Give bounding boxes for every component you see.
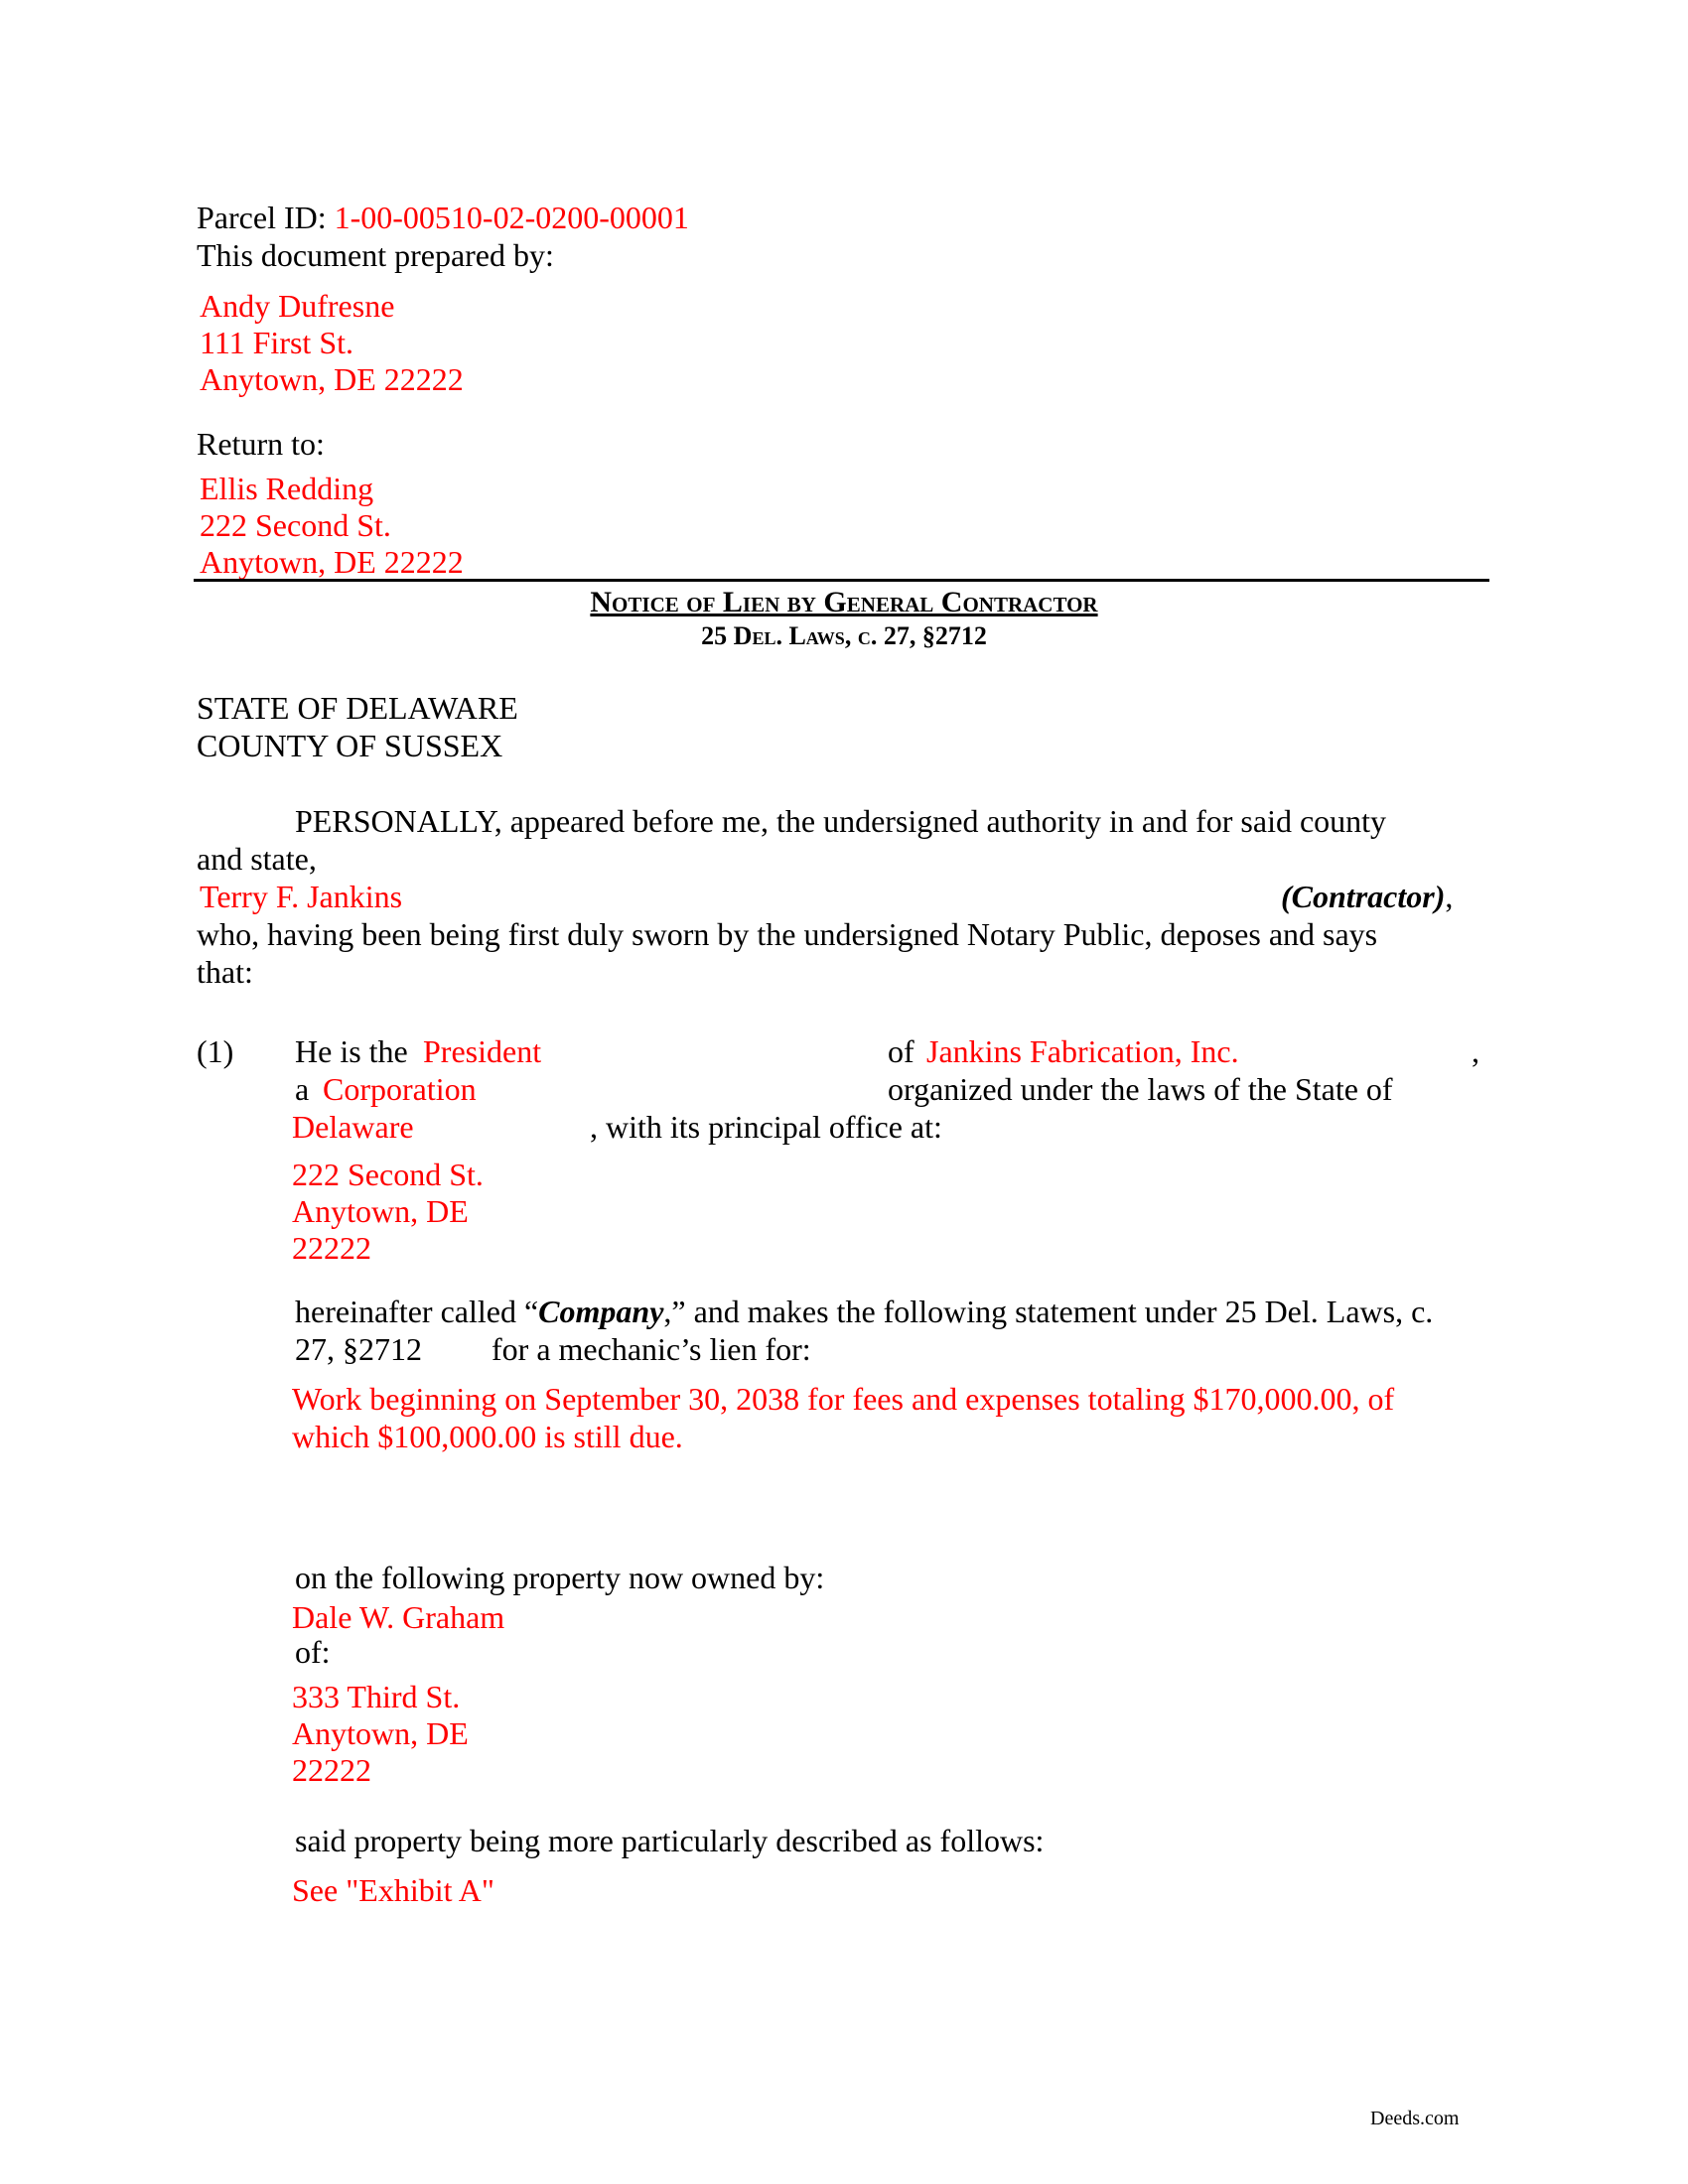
work-description-line-1: Work beginning on September 30, 2038 for fees and expenses totaling $170,000.00, of: [292, 1381, 1395, 1417]
described-text: said property being more particularly described as follows:: [295, 1823, 1045, 1858]
owner-city-state: Anytown, DE: [292, 1715, 469, 1751]
parcel-id-line: [197, 199, 689, 236]
preparer-city-state-zip: Anytown, DE 22222: [200, 361, 464, 397]
a-text: a: [295, 1071, 310, 1107]
owner-street: 333 Third St.: [292, 1679, 461, 1714]
he-is-the-text: He is the: [295, 1033, 408, 1069]
work-description-line-2: which $100,000.00 is still due.: [292, 1419, 683, 1454]
contractor-role: (Contractor),: [1281, 879, 1454, 914]
statute-part: 27, §2712: [295, 1331, 422, 1367]
of-text: of: [888, 1033, 914, 1069]
return-to-city-state-zip: Anytown, DE 22222: [200, 544, 464, 580]
intro-line-1: PERSONALLY, appeared before me, the undersigned authority in and for said county: [295, 803, 1387, 839]
return-to-name: Ellis Redding: [200, 471, 374, 506]
comma-separator: ,: [1472, 1033, 1479, 1069]
state-of-organization: Delaware: [292, 1109, 414, 1145]
intro-line-4: that:: [197, 954, 253, 990]
legal-description: See "Exhibit A": [292, 1872, 494, 1908]
company-street: 222 Second St.: [292, 1157, 484, 1192]
return-to-street: 222 Second St.: [200, 507, 391, 543]
hereinafter-line: [295, 1293, 1433, 1330]
company-city-state: Anytown, DE: [292, 1193, 469, 1229]
document-title: Notice of Lien by General Contractor: [590, 586, 1098, 618]
statute-citation: 25 Del. Laws, c. 27, §2712: [701, 621, 987, 650]
return-to-label: Return to:: [197, 426, 325, 462]
company-name: Jankins Fabrication, Inc.: [926, 1033, 1239, 1069]
entity-type: Corporation: [323, 1071, 477, 1107]
owner-name: Dale W. Graham: [292, 1599, 505, 1635]
contractor-role-label: (Contractor): [1281, 879, 1446, 914]
lien-for-text: for a mechanic’s lien for:: [492, 1331, 811, 1367]
owner-zip: 22222: [292, 1752, 371, 1788]
parcel-id-value: 1-00-00510-02-0200-00001: [334, 200, 689, 235]
parcel-id-label: Parcel ID:: [197, 200, 327, 235]
preparer-name: Andy Dufresne: [200, 288, 395, 324]
contractor-name: Terry F. Jankins: [200, 879, 403, 914]
intro-line-2: and state,: [197, 841, 317, 877]
company-zip: 22222: [292, 1230, 371, 1266]
county-of-line: COUNTY OF SUSSEX: [197, 728, 503, 763]
owned-by-text: on the following property now owned by:: [295, 1560, 825, 1595]
of-label: of:: [295, 1634, 331, 1670]
intro-line-3: who, having been being first duly sworn by the undersigned Notary Public, deposes and says: [197, 916, 1378, 952]
item-number: (1): [197, 1033, 234, 1069]
organized-text: organized under the laws of the State of: [888, 1071, 1393, 1107]
hereinafter-prefix: hereinafter called “: [295, 1294, 539, 1329]
prepared-by-label: This document prepared by:: [197, 237, 554, 273]
company-term: Company: [538, 1294, 664, 1329]
principal-office-text: , with its principal office at:: [590, 1109, 942, 1145]
officer-title: President: [423, 1033, 542, 1069]
hereinafter-suffix: ,” and makes the following statement under 25 Del. Laws, c.: [663, 1294, 1434, 1329]
state-of-line: STATE OF DELAWARE: [197, 690, 518, 726]
header-divider: [194, 579, 1489, 582]
preparer-street: 111 First St.: [200, 325, 353, 360]
footer-brand: Deeds.com: [1370, 2108, 1460, 2129]
